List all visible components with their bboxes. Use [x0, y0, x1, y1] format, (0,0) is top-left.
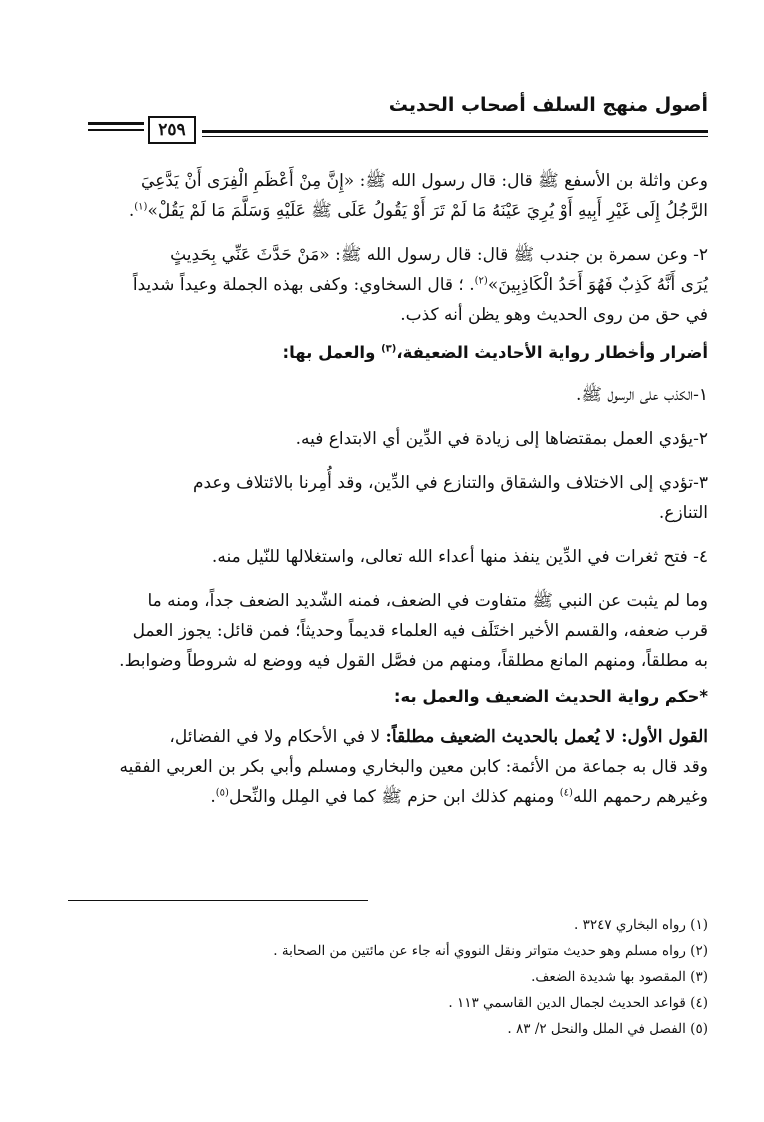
list-item-1: ١-الكذب على الرسول ﷺ.	[575, 385, 708, 405]
text-line	[68, 196, 708, 226]
footnote-ref: (٥)	[215, 787, 229, 799]
text-line	[68, 782, 708, 812]
header-rule-right-thin	[202, 136, 708, 137]
list-item-3	[68, 468, 708, 528]
text-run-bold: القول الأول: لا يُعمل بالحديث الضعيف مطلقاً:	[385, 727, 708, 747]
text-line: قرب ضعفه، والقسم الأخير اختَلَف فيه العلماء قديماً وحديثاً؛ فمن قائل: يجوز العمل	[132, 621, 708, 641]
section-heading-ruling: *حكم رواية الحديث الضعيف والعمل به:	[393, 687, 708, 706]
text-line: التنازع.	[658, 503, 708, 523]
running-header-title: أصول منهج السلف أصحاب الحديث	[388, 94, 708, 116]
text-line: في حق من روى الحديث وهو يظن أنه كذب.	[400, 305, 708, 325]
text-run: والعمل بها:	[282, 343, 376, 362]
footnote-ref: (١)	[134, 201, 148, 213]
text-run: أضرار وأخطار رواية الأحاديث الضعيفة،	[396, 343, 708, 362]
footnote-ref: (٣)	[381, 343, 397, 355]
section-heading-harms	[68, 338, 708, 368]
body-text	[68, 166, 708, 812]
text-line: به مطلقاً، ومنهم المانع مطلقاً، ومنهم من فصَّل القول فيه ووضع له شروطاً وضوابط.	[119, 651, 708, 671]
text-line: وما لم يثبت عن النبي ﷺ متفاوت في الضعف، فمنه الشّديد الضعف جداً، ومنه ما	[147, 591, 708, 611]
paragraph-first-opinion	[68, 722, 708, 812]
text-line: وعن واثلة بن الأسفع ﷺ قال: قال رسول الله ﷺ: «إِنَّ مِنْ أَعْظَمِ الْفِرَى أَنْ يَدَّعِيَ	[141, 171, 708, 191]
text-run: .	[210, 787, 216, 807]
paragraph-weak-hadith	[68, 586, 708, 676]
list-item-2: ٢-يؤدي العمل بمقتضاها إلى زيادة في الدِّين أي الابتداع فيه.	[295, 429, 708, 449]
footnote-1: (١) رواه البخاري ٣٢٤٧ .	[573, 917, 708, 933]
footnote-2: (٢) رواه مسلم وهو حديث متواتر ونقل النووي أنه جاء عن مائتين من الصحابة .	[273, 943, 708, 959]
text-run: الرَّجُلُ إِلَى غَيْرِ أَبِيهِ أَوْ يُرِيَ عَيْنَهُ مَا لَمْ تَرَ أَوْ يَقُولُ عَلَى ﷺ عَلَيْهِ وَسَلَّمَ مَا لَمْ يَقُلْ»	[147, 201, 708, 221]
text-run: . ؛ قال السخاوي: وكفى بهذه الجملة وعيداً شديداً	[132, 275, 475, 295]
footnote-3: (٣) المقصود بها شديدة الضعف.	[531, 969, 708, 985]
text-run: ومنهم كذلك ابن حزم ﷺ كما في المِلل والنِّحل	[228, 787, 560, 807]
text-run: .	[128, 201, 135, 221]
paragraph-wathila	[68, 166, 708, 226]
page-number-box: ٢٥٩	[148, 116, 196, 144]
footnote-4: (٤) قواعد الحديث لجمال الدين القاسمي ١١٣ .	[448, 995, 708, 1011]
text-line: ٣-تؤدي إلى الاختلاف والشقاق والتنازع في الدِّين، وقد أُمِرنا بالائتلاف وعدم	[192, 473, 708, 493]
list-item-4: ٤- فتح ثغرات في الدِّين ينفذ منها أعداء الله تعالى، واستغلالها للنّيل منه.	[211, 547, 708, 567]
footnote-ref: (٤)	[559, 787, 573, 799]
text-line	[68, 270, 708, 300]
text-line: ٢- وعن سمرة بن جندب ﷺ قال: قال رسول الله ﷺ: «مَنْ حَدَّثَ عَنِّي بِحَدِيثٍ	[170, 245, 708, 265]
header-rule-left-thin	[88, 129, 144, 131]
footnote-5: (٥) الفصل في الملل والنحل ٢/ ٨٣ .	[507, 1021, 708, 1037]
footnotes	[68, 912, 708, 1042]
text-run: يُرَى أَنَّهُ كَذِبٌ فَهُوَ أَحَدُ الْكَاذِبِينَ»	[487, 275, 708, 295]
footnote-separator	[68, 900, 368, 901]
footnote-ref: (٢)	[474, 275, 488, 287]
header-rule-right-thick	[202, 130, 708, 133]
text-run: وغيرهم رحمهم الله	[572, 787, 708, 807]
header-rule-left-thick	[88, 122, 144, 125]
text-line: وقد قال به جماعة من الأئمة: كابن معين والبخاري ومسلم وأبي بكر بن العربي الفقيه	[119, 757, 708, 777]
paragraph-samura	[68, 240, 708, 330]
text-line	[68, 722, 708, 752]
text-run: لا في الأحكام ولا في الفضائل،	[169, 727, 386, 747]
